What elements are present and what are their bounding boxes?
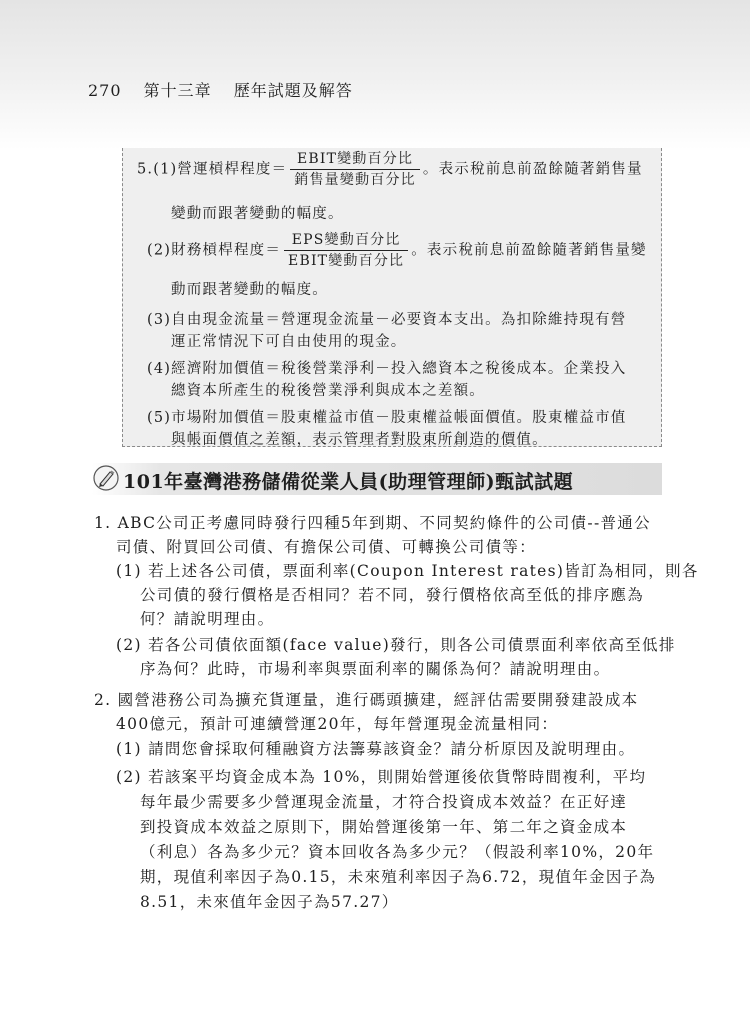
fraction-denominator: 銷售量變動百分比 <box>294 172 416 188</box>
item2-description: 。表示稅前息前盈餘隨著銷售量變 <box>411 242 647 259</box>
question-1b-line2: 序為何？此時，市場利率與票面利率的關係為何？請說明理由。 <box>140 660 611 678</box>
summary-item-1 <box>137 150 643 189</box>
question-1a-line3: 何？請說明理由。 <box>140 610 275 628</box>
question-2b-line5: 期，現值利率因子為0.15，未來殖利率因子為6.72，現值年金因子為 <box>140 868 657 886</box>
item1-description: 。表示稅前息前盈餘隨著銷售量 <box>422 161 643 178</box>
question-2b-line1: (2) 若該案平均資金成本為 10%，則開始營運後依貨幣時間複利，平均 <box>116 768 647 786</box>
question-1a-line2: 公司債的發行價格是否相同？若不同，發行價格依高至低的排序應為 <box>140 586 645 604</box>
question-1-line1: 1. ABC公司正考慮同時發行四種5年到期、不同契約條件的公司債--普通公 <box>94 514 651 532</box>
pencil-icon <box>92 464 120 492</box>
summary-item-4-line1: (4)經濟附加價值＝稅後營業淨利－投入總資本之稅後成本。企業投入 <box>147 361 627 377</box>
item1-label: 5.(1)營運槓桿程度＝ <box>137 161 288 178</box>
fraction-denominator: EBIT變動百分比 <box>288 253 405 269</box>
question-2b-line4: （利息）各為多少元？資本回收各為多少元？（假設利率10%，20年 <box>140 843 655 861</box>
page-number: 270 <box>88 81 122 100</box>
question-2b-line3: 到投資成本效益之原則下，開始營運後第一年、第二年之資金成本 <box>140 818 628 836</box>
question-2-line2: 400億元，預計可連續營運20年，每年營運現金流量相同： <box>116 715 559 733</box>
summary-item-1-cont: 變動而跟著變動的幅度。 <box>171 206 344 222</box>
question-1-line2: 司債、附買回公司債、有擔保公司債、可轉換公司債等： <box>116 538 537 556</box>
summary-item-3-line1: (3)自由現金流量＝營運現金流量－必要資本支出。為扣除維持現有營 <box>147 312 627 328</box>
question-2-line1: 2. 國營港務公司為擴充貨運量，進行碼頭擴建，經評估需要開發建設成本 <box>94 691 639 709</box>
summary-item-4-line2: 總資本所產生的稅後營業淨利與成本之差額。 <box>171 383 485 399</box>
dol-fraction <box>290 150 420 189</box>
chapter-title: 歷年試題及解答 <box>233 81 353 100</box>
fraction-numerator: EBIT變動百分比 <box>290 150 420 170</box>
summary-item-5-line2: 與帳面價值之差額，表示管理者對股東所創造的價值。 <box>171 432 548 448</box>
question-2b-line2: 每年最少需要多少營運現金流量，才符合投資成本效益？在正好達 <box>140 793 628 811</box>
page-header-shade <box>0 0 750 150</box>
summary-item-2-cont: 動而跟著變動的幅度。 <box>171 282 328 298</box>
question-2a-line1: (1) 請問您會採取何種融資方法籌募該資金？請分析原因及說明理由。 <box>116 740 636 758</box>
summary-box <box>122 148 662 447</box>
dfl-fraction <box>284 231 408 270</box>
summary-item-3-line2: 運正常情況下可自由使用的現金。 <box>171 334 407 350</box>
fraction-numerator: EPS變動百分比 <box>284 231 408 251</box>
question-1b-line1: (2) 若各公司債依面額(face value)發行，則各公司債票面利率依高至低排 <box>116 636 676 654</box>
question-1a-line1: (1) 若上述各公司債，票面利率(Coupon Interest rates)皆訂為相同，則各 <box>116 562 699 580</box>
page-header <box>88 78 369 101</box>
summary-item-5-line1: (5)市場附加價值＝股東權益市值－股東權益帳面價值。股東權益市值 <box>147 410 627 426</box>
item2-label: (2)財務槓桿程度＝ <box>147 242 282 259</box>
summary-item-2 <box>147 231 647 270</box>
question-2b-line6: 8.51，未來值年金因子為57.27） <box>140 893 399 911</box>
chapter-number: 第十三章 <box>143 81 212 100</box>
section-title: 101年臺灣港務儲備從業人員(助理管理師)甄試試題 <box>123 471 574 493</box>
